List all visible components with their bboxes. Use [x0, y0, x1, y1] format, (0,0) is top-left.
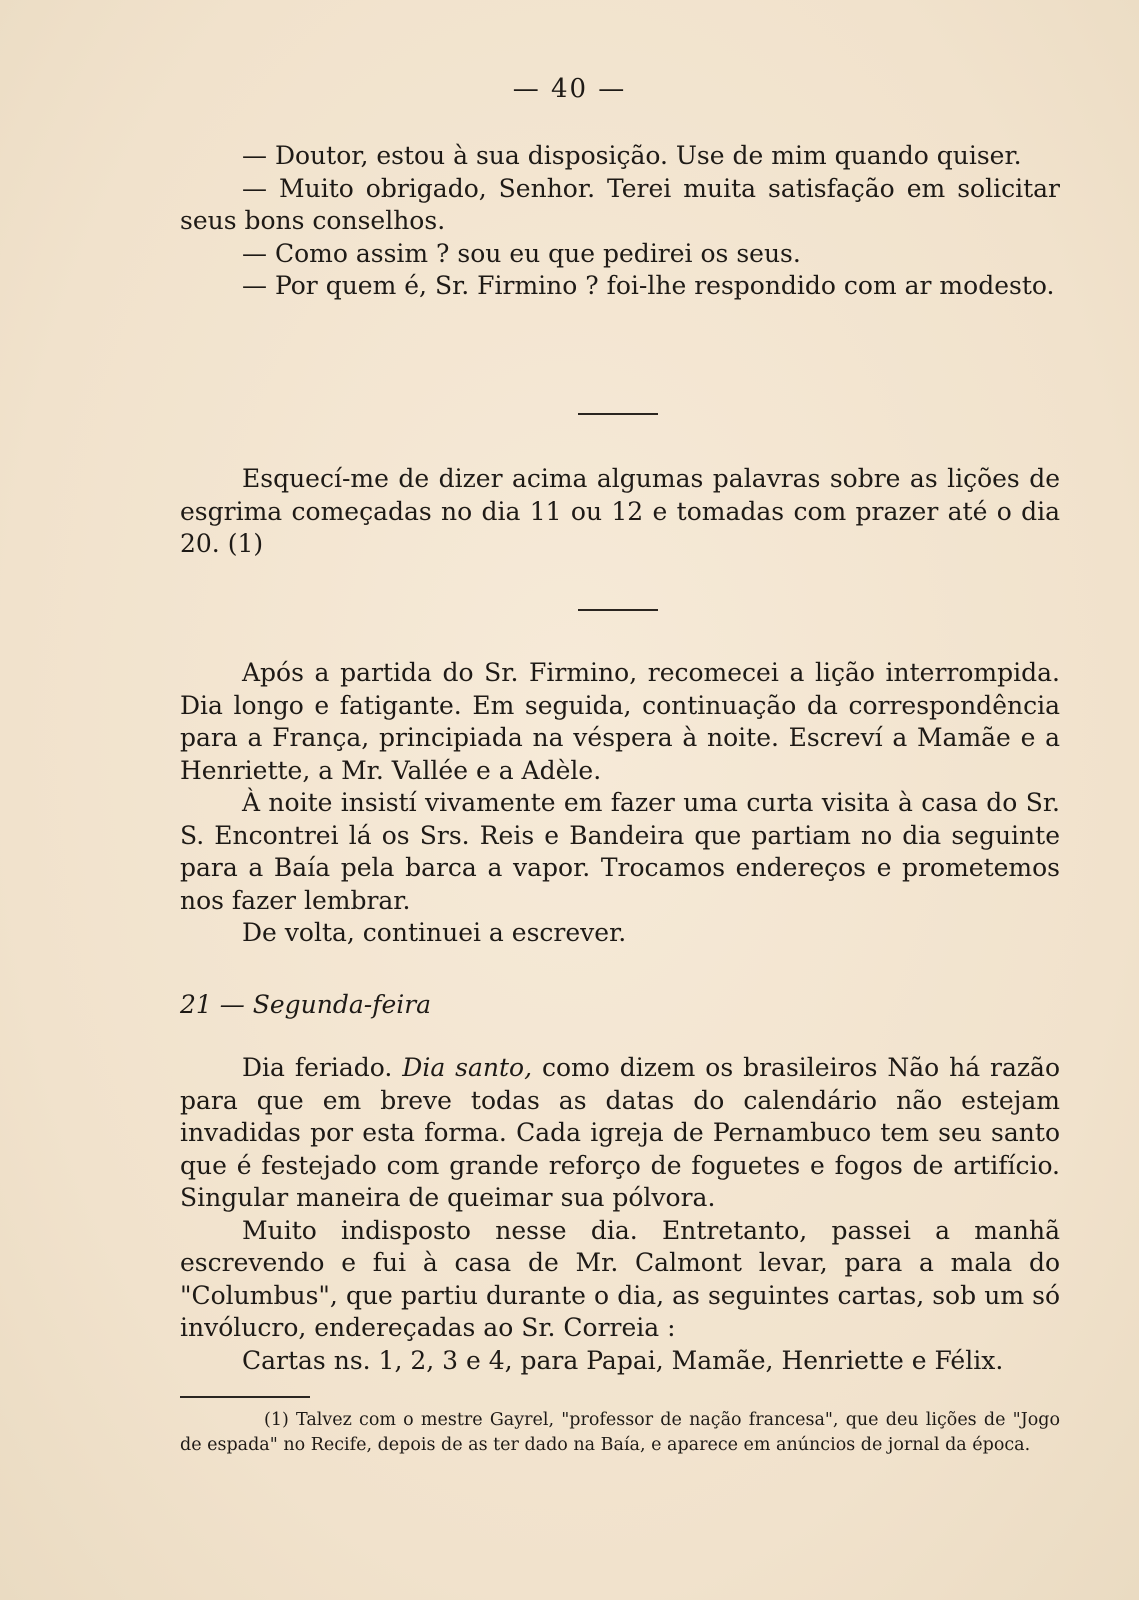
paragraph: Muito indisposto nesse dia. Entretanto, passei a manhã escrevendo e fui à casa de Mr. Calmont levar, para a mala do "Columbus", que partiu durante o dia, as seguintes cartas, sob um só invólucro, endereçadas ao Sr. Correia : — [180, 1215, 1060, 1342]
dialogue-block — [180, 140, 1060, 303]
page-number: — 40 — — [512, 74, 627, 104]
paragraph: Cartas ns. 1, 2, 3 e 4, para Papai, Mamãe, Henriette e Félix. — [242, 1345, 1004, 1375]
footnote-rule — [180, 1396, 310, 1398]
dialogue-line: — Como assim ? sou eu que pedirei os seus. — [242, 238, 801, 268]
dialogue-line: — Doutor, estou à sua disposição. Use de mim quando quiser. — [242, 141, 1022, 170]
section-divider — [578, 609, 658, 611]
paragraph: De volta, continuei a escrever. — [242, 918, 627, 947]
holiday-italic: Dia santo, — [402, 1053, 533, 1082]
paragraph: Após a partida do Sr. Firmino, recomecei a lição interrompida. Dia longo e fatigante. Em seguida, continuação da correspondência para a França, principiada na véspera à noite. Escreví a Mamãe e a Henriette, a Mr. Vallée e a Adèle. — [180, 658, 1060, 785]
after-departure-block — [180, 657, 1060, 950]
footnote — [180, 1408, 1060, 1458]
section-divider — [578, 413, 658, 415]
holiday-lead: Dia feriado. — [242, 1053, 393, 1082]
day-heading: 21 — Segunda-feira — [180, 990, 432, 1019]
holiday-block — [180, 1052, 1060, 1377]
footnote-text: (1) Talvez com o mestre Gayrel, "professor de nação francesa", que deu lições de "Jogo de espada" no Recife, depois de as ter dado na Baía, e aparece em anúncios de jornal da época. — [180, 1410, 1060, 1455]
paragraph — [180, 1052, 1060, 1215]
fencing-block — [180, 463, 1060, 561]
paragraph: Esquecí-me de dizer acima algumas palavras sobre as lições de esgrima começadas no dia 11 ou 12 e tomadas com prazer até o dia 20. (1) — [180, 464, 1060, 558]
paragraph: À noite insistí vivamente em fazer uma curta visita à casa do Sr. S. Encontrei lá os Srs. Reis e Bandeira que partiam no dia seguinte para a Baía pela barca a vapor. Trocamos endereços e prometemos nos fazer lembrar. — [180, 788, 1060, 915]
dialogue-line: — Por quem é, Sr. Firmino ? foi-lhe respondido com ar modesto. — [242, 271, 1055, 300]
holiday-rest: como dizem os brasileiros Não há razão para que em breve todas as datas do calendário não estejam invadidas por esta forma. Cada igreja de Pernambuco tem seu santo que é festejado com grande reforço de foguetes e fogos de artifício. Singular maneira de queimar sua pólvora. — [180, 1053, 1061, 1212]
dialogue-line: — Muito obrigado, Senhor. Terei muita satisfação em solicitar seus bons conselhos. — [180, 173, 1060, 235]
